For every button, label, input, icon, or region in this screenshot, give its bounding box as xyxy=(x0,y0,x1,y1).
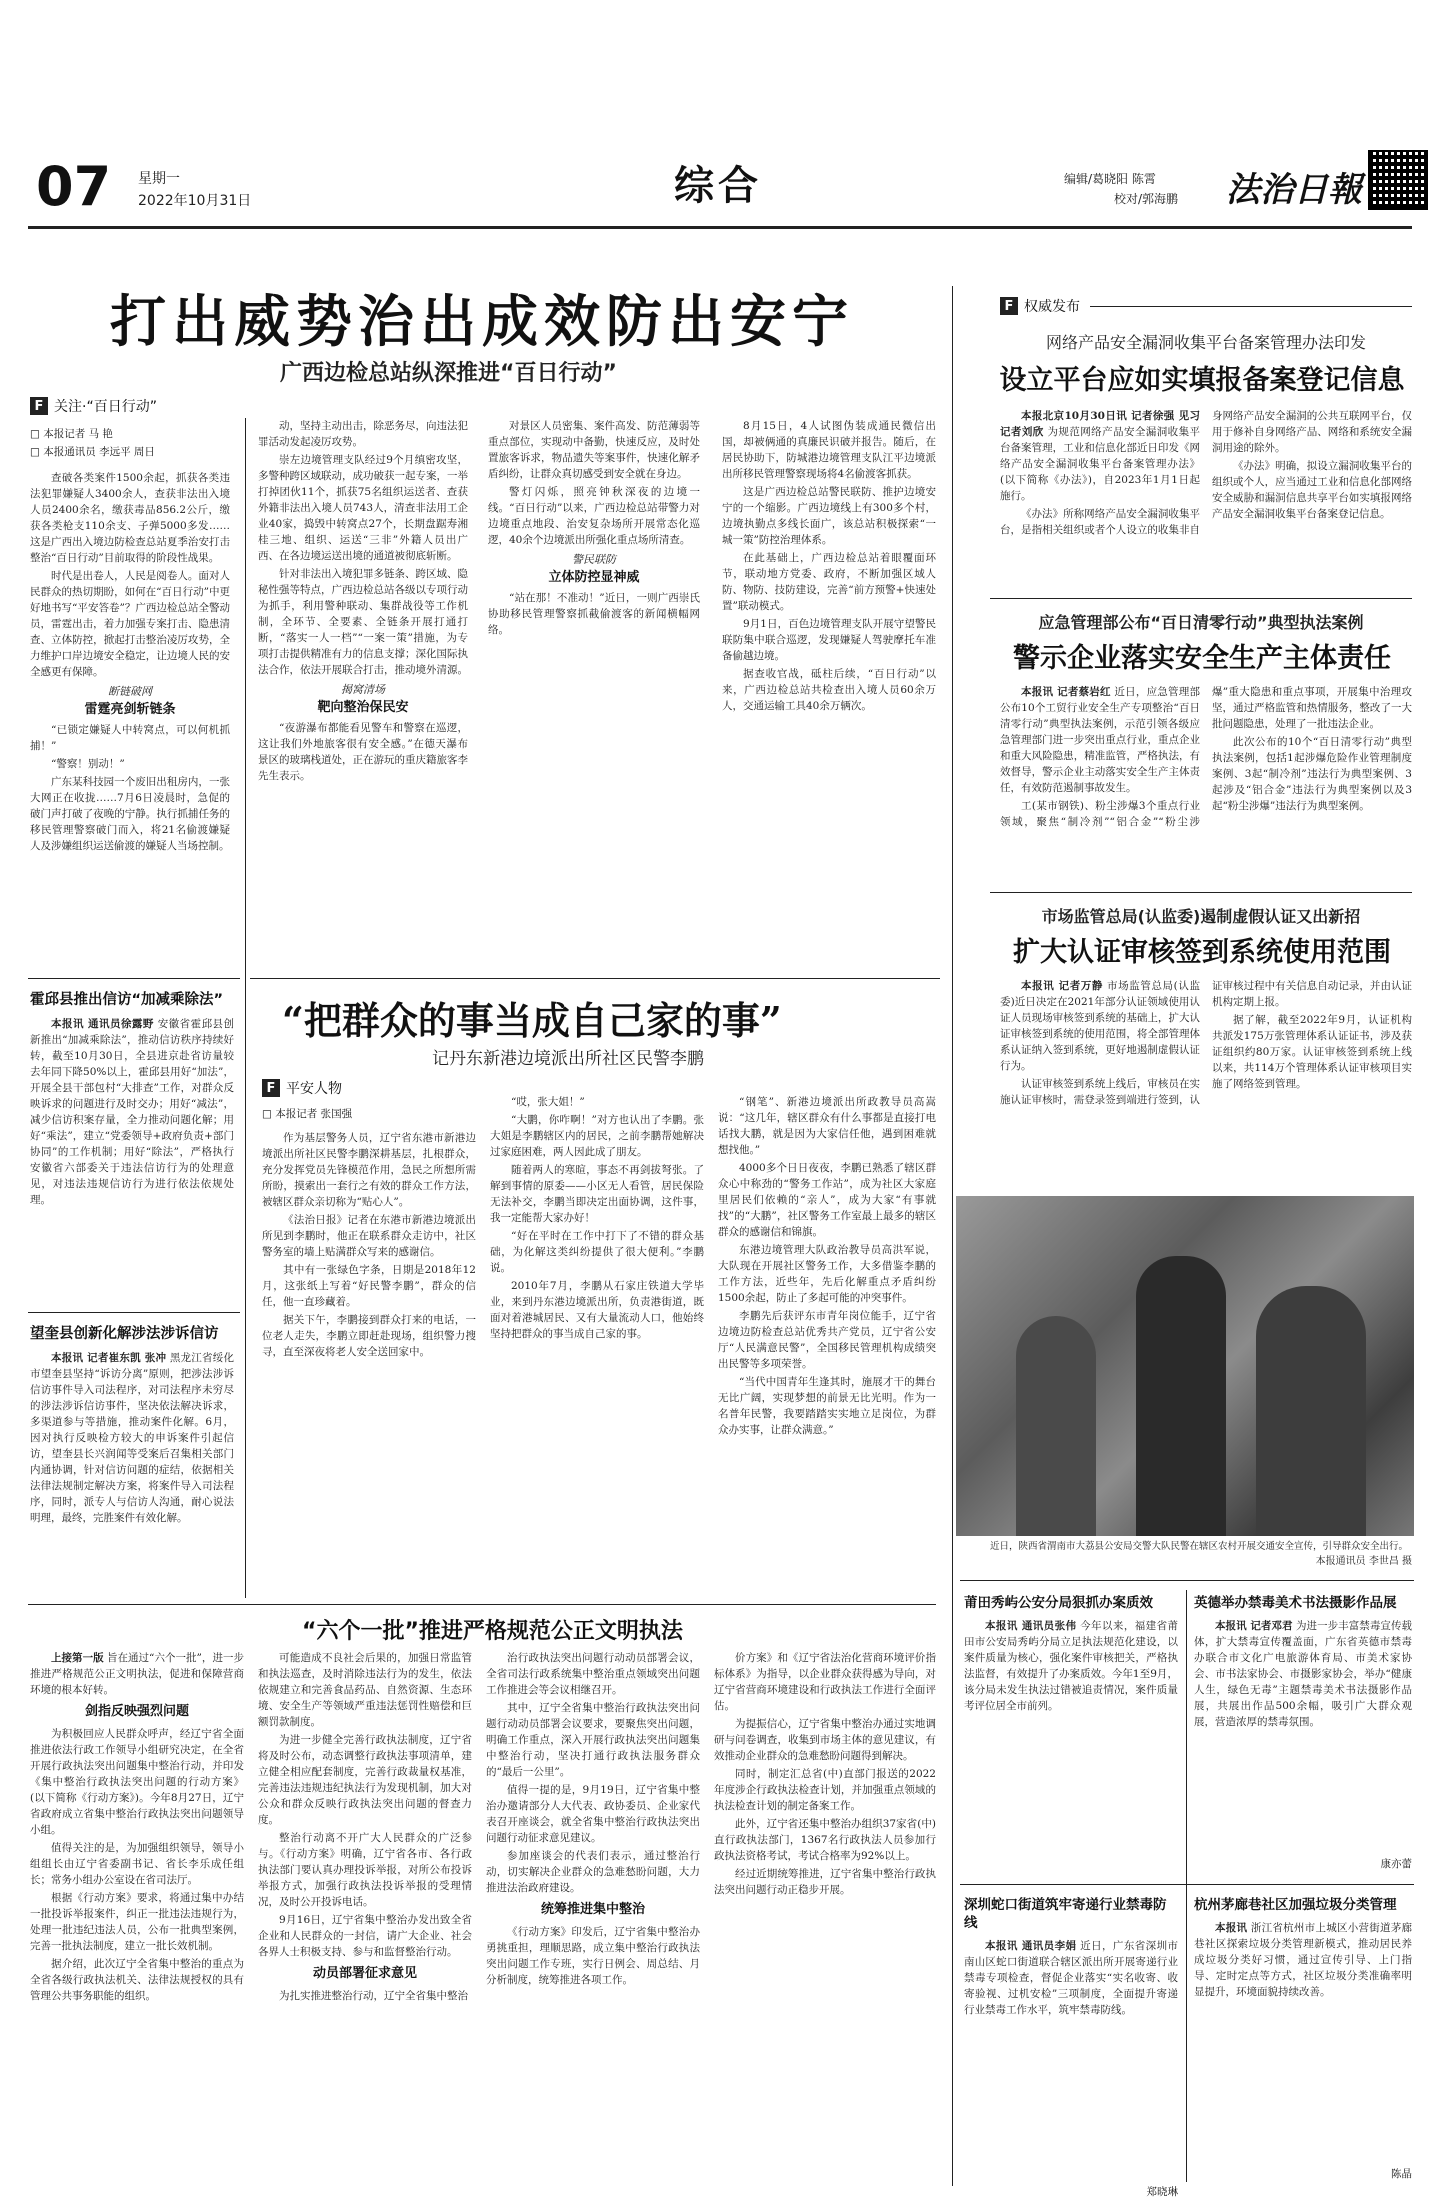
divider xyxy=(28,978,240,979)
divider xyxy=(990,892,1412,893)
feature-column-2 xyxy=(490,1094,704,1598)
divider xyxy=(28,1312,240,1313)
paragraph: 其中，辽宁全省集中整治行政执法突出问题行动动员部署会议要求，要聚焦突出问题，明确工作重点，深入开展行政执法突出问题集中整治行动，坚决打通行政执法服务群众的“最后一公里”。 xyxy=(486,1702,700,1778)
brief-author: 康亦蕾 xyxy=(1380,1858,1412,1870)
paragraph: 警灯闪烁，照亮钟秋深夜的边境一线。“百日行动”以来，广西边检总站带警力对边境重点地段、治安复杂场所开展常态化巡逻，40余个边境派出所强化重点场所清查。 xyxy=(488,486,700,546)
lead-tag xyxy=(30,396,157,416)
brief-headline: 杭州茅廊巷社区加强垃圾分类管理 xyxy=(1194,1897,1397,1913)
section-f-icon: F xyxy=(262,1079,280,1097)
section-heading: 剑指反映强烈问题 xyxy=(84,1704,189,1719)
brief-byline: 本报讯 通讯员李娟 xyxy=(985,1940,1077,1952)
paragraph: 据介绍，此次辽宁全省集中整治的重点为全省各级行政执法机关、法律法规授权的具有管理公共事务职能的组织。 xyxy=(30,1958,244,2002)
paragraph: 动，坚持主动出击，除恶务尽，向违法犯罪活动发起凌厉攻势。 xyxy=(258,420,468,448)
paragraph: “哎，张大姐！” xyxy=(511,1096,585,1108)
paragraph: 随着两人的寒暄，事态不再剑拔弩张。了解到事情的原委——小区无人看管，居民保险无法补交，李鹏当即决定出面协调，这件事，我一定能帮大家办好！ xyxy=(490,1164,704,1224)
brief-text: 近日，广东省深圳市南山区蛇口街道联合辖区派出所开展寄递行业禁毒专项检查，督促企业落实“实名收寄、收寄验视、过机安检”三项制度，全面提升寄递行业禁毒工作水平，筑牢禁毒防线。 xyxy=(964,1940,1179,2016)
paragraph: 据关下午，李鹏接到群众打来的电话，一位老人走失，李鹏立即赶赴现场，组织警力搜寻，直至深夜将老人安全送回家中。 xyxy=(262,1314,476,1358)
proofreader: 校对/郭海鹏 xyxy=(1114,192,1179,206)
paragraph: “当代中国青年生逢其时，施展才干的舞台无比广阔，实现梦想的前景无比光明。作为一名普年民警，我要踏踏实实地立足岗位，为群众办实事，让群众满意。” xyxy=(718,1376,936,1436)
brief-text: 浙江省杭州市上城区小营街道茅廊巷社区探索垃圾分类管理新模式，推动居民养成垃圾分类好习惯，通过宣传引导、上门指导、定时定点等方式，社区垃圾分类准确率明显提升，环境面貌持续改善。 xyxy=(1194,1922,1413,1998)
lead-byline-2: □ 本报通讯员 李远平 周日 xyxy=(30,446,155,458)
paragraph: 市场监管总局(认监委)近日决定在2021年部分认证领域使用认证人员现场审核签到系统的基础上，扩大认证审核签到系统的使用范围，将全部管理体系认证纳入签到系统，更好地遏制虚假认证行为。 xyxy=(1000,980,1200,1072)
bottom-column-1 xyxy=(30,1650,244,2180)
left-brief-2 xyxy=(30,1324,234,1614)
paragraph: 广东某科技园一个废旧出租房内，一张大网正在收拢……7月6日凌晨时，急促的破门声打破了夜晚的宁静。执行抓捕任务的移民管理警察破门而入，将21名偷渡嫌疑人及涉嫌组织运送偷渡的嫌疑人当场控制。 xyxy=(30,776,230,852)
paragraph: 同时，制定汇总省(中)直部门报送的2022年度涉企行政执法检查计划，并加强重点领域的执法检查计划的制定备案工作。 xyxy=(714,1768,936,1812)
lead-column-4 xyxy=(722,418,936,968)
brief-text: 黑龙江省绥化市望奎县坚持“诉访分离”原则，把涉法涉诉信访事件导入司法程序，对司法程序未穷尽的涉法涉诉信访事件，坚决依法解决诉求，多渠道参与等措施，推动案件化解。6月，因对执行反映检方较大的申诉案件引起信访，望奎县长兴润闻等受案后召集相关部门内通协调，针对信访问题的症结，依据相关法律法规制定解决方案，将案件导入司法程序，同时，派专人与信访人沟通，耐心说法明理，最终，完胜案件有效化解。 xyxy=(30,1352,235,1524)
brief-headline: 霍邱县推出信访“加减乘除法” xyxy=(30,992,224,1008)
paragraph: 《法治日报》记者在东港市新港边境派出所见到李鹏时，他正在联系群众走访中，社区警务室的墙上贴满群众写来的感谢信。 xyxy=(262,1214,476,1258)
paragraph: 可能造成不良社会后果的，加强日常监管和执法巡查，及时消除违法行为的发生，依法依规建立和完善食品药品、自然资源、生态环境、安全生产等领域严重违法惩罚性赔偿和巨额罚款制度。 xyxy=(258,1652,472,1728)
paragraph: 《办法》明确，拟设立漏洞收集平台的组织或个人，应当通过工业和信息化部网络安全威胁和漏洞信息共享平台如实填报网络产品安全漏洞收集平台备案登记信息。 xyxy=(1212,460,1412,520)
paragraph: 4000多个日日夜夜，李鹏已熟悉了辖区群众心中称劲的“警务工作站”，成为社区大家庭里居民们依赖的“亲人”，成为大家“有事就找”的“大鹏”，社区警务工作室最上最多的辖区群众的感谢信和锦旗。 xyxy=(718,1162,936,1238)
feature-column-3 xyxy=(718,1094,936,1436)
divider xyxy=(245,418,246,1598)
brief-headline: 望奎县创新化解涉法涉诉信访 xyxy=(30,1326,219,1342)
feature-subheadline: 记丹东新港边境派出所社区民警李鹏 xyxy=(432,1049,704,1069)
brief-headline: 深圳蛇口街道筑牢寄递行业禁毒防线 xyxy=(964,1897,1167,1931)
paragraph: 价方案》和《辽宁省法治化营商环境评价指标体系》为指导，以企业群众获得感为导向，对辽宁省营商环境建设和行政执法工作进行全面评估。 xyxy=(714,1652,936,1712)
qr-code-icon xyxy=(1368,150,1428,210)
issue-date: 2022年10月31日 xyxy=(138,193,252,209)
brief-byline: 本报讯 通讯员张伟 xyxy=(985,1620,1077,1632)
paragraph: 9月16日，辽宁省集中整治办发出致全省企业和人民群众的一封信，请广大企业、社会各界人士积极支持、参与和监督整治行动。 xyxy=(258,1914,472,1958)
section-f-icon: F xyxy=(1000,297,1018,315)
photo-figure xyxy=(1136,1256,1226,1536)
brief-text: 今年以来，福建省莆田市公安局秀屿分局立足执法规范化建设，以案件质量为核心，强化案件审核把关，严格执法监督，有效提升了办案质效。今年1至9月，该分局未发生执法过错被追责情况，案件质量考评位居全市前列。 xyxy=(964,1620,1179,1712)
lead-byline-1: □ 本报记者 马 艳 xyxy=(30,428,113,440)
art2-headline: 警示企业落实安全生产主体责任 xyxy=(1013,643,1391,674)
lead-subheadline: 广西边检总站纵深推进“百日行动” xyxy=(280,361,617,386)
lead-tag-label: 关注·“百日行动” xyxy=(54,399,157,415)
art1-headline: 设立平台应如实填报备案登记信息 xyxy=(999,365,1405,396)
bottom-headline: “六个一批”推进严格规范公正文明执法 xyxy=(302,1619,683,1644)
paragraph: “大鹏，你咋啊！”对方也认出了李鹏。张大姐是李鹏辖区内的居民，之前李鹏帮她解决过家庭困难，两人因此成了朋友。 xyxy=(490,1114,704,1158)
art3-body xyxy=(1000,978,1412,1186)
brief-byline: 本报讯 记者崔东凯 张冲 xyxy=(51,1352,167,1364)
divider xyxy=(28,1604,936,1605)
right-brief-3 xyxy=(964,1896,1178,2200)
art3-headline: 扩大认证审核签到系统使用范围 xyxy=(1013,937,1391,968)
paragraph: 查破各类案件1500余起，抓获各类违法犯罪嫌疑人3400余人，查获非法出入境人员2400余名，缴获毒品856.2公斤，缴获各类枪支110余支、子弹5000多发……这是广西出入境边防检查总站夏季治安打击整治“百日行动”目前取得的阶段性战果。 xyxy=(30,472,230,564)
divider xyxy=(952,286,953,2186)
section-kicker: 断链破网 xyxy=(108,685,152,698)
feature-byline: □ 本报记者 张国强 xyxy=(262,1108,353,1120)
brief-headline: 莆田秀屿公安分局狠抓办案质效 xyxy=(964,1595,1153,1611)
paragraph: “好在平时在工作中打下了不错的群众基础，为化解这类纠纷提供了很大便利。”李鹏说。 xyxy=(490,1230,704,1274)
art2-kicker: 应急管理部公布“百日清零行动”典型执法案例 xyxy=(1038,613,1364,632)
paragraph: 旨在通过“六个一批”，进一步推进严格规范公正文明执法，促进和保障营商环境的根本好转。 xyxy=(30,1652,244,1696)
brief-author: 郑晓琳 xyxy=(1146,2186,1178,2198)
paragraph: 值得关注的是，为加强组织领导，领导小组组长由辽宁省委副书记、省长李乐成任组长；常务小组办公室设在省司法厅。 xyxy=(30,1842,244,1886)
paragraph: 据了解，截至2022年9月，认证机构共派发175万张管理体系认证证书，涉及获证组织约80万家。认证审核签到系统上线以来，共114万个管理体系认证审核项目实施了网络签到管理。 xyxy=(1212,1014,1412,1090)
brief-author: 陈晶 xyxy=(1391,2168,1412,2180)
feature-column-1 xyxy=(262,1130,476,1598)
bottom-column-4 xyxy=(714,1650,936,2180)
photo-caption xyxy=(990,1540,1412,1570)
paragraph: 据查收官战，砥柱后续，“百日行动”以来，广西边检总站共检查出入境人员60余万人，交通运输工具40余万辆次。 xyxy=(722,668,936,712)
masthead xyxy=(14,150,1426,228)
paragraph: “警察！别动！” xyxy=(51,758,125,770)
art1-kicker: 网络产品安全漏洞收集平台备案管理办法印发 xyxy=(1045,333,1366,352)
divider xyxy=(990,598,1412,599)
photo-figure xyxy=(1256,1286,1366,1536)
brief-body xyxy=(964,1618,1178,1872)
left-brief-1 xyxy=(30,990,234,1324)
right-brief-4 xyxy=(1194,1896,1412,2182)
section-name: 综合 xyxy=(674,163,762,209)
paragraph: 近日，应急管理部公布10个工贸行业安全生产专项整治“百日清零行动”典型执法案例，示范引领各级应急管理部门进一步突出重点行业，重点企业和重大风险隐患，精准监管，严格执法，有效督导，警示企业主动落实安全生产主体责任，有效防范遏制事故发生。 xyxy=(1000,686,1201,794)
paragraph: 8月15日，4人试图伪装成通民微信出国，却被俩通的真廉民识破并报告。随后，在居民协助下，防城港边境管理支队江平边境派出所移民管理警察现场将4名偷渡客抓获。 xyxy=(722,420,936,480)
feature-headline: “把群众的事当成自己家的事” xyxy=(282,998,782,1043)
section-f-icon: F xyxy=(30,397,48,415)
authority-tag-label: 权威发布 xyxy=(1024,299,1080,315)
brief-body xyxy=(30,1350,234,1614)
lead-in-label: 上接第一版 xyxy=(51,1652,104,1664)
brief-body xyxy=(1194,1920,1412,2166)
paragraph: 参加座谈会的代表们表示，通过整治行动，切实解决企业群众的急难愁盼问题，大力推进法治政府建设。 xyxy=(486,1850,700,1894)
brief-body xyxy=(964,1938,1178,2184)
paragraph: 在此基础上，广西边检总站着眼覆面环节，联动地方党委、政府，不断加强区域人防、物防、技防建设，完善“前方预警+快速处置”联动模式。 xyxy=(722,552,936,612)
authority-tag xyxy=(1000,296,1080,316)
section-heading: 动员部署征求意见 xyxy=(312,1966,417,1981)
photo-figure xyxy=(1016,1316,1096,1536)
section-heading: 雷霆亮剑斩链条 xyxy=(84,702,176,717)
editors: 编辑/葛晓阳 陈霄 xyxy=(1064,172,1156,186)
paragraph: 其中有一张绿色字条，日期是2018年12月，这张纸上写着“好民警李鹏”，群众的信任，他一直珍藏着。 xyxy=(262,1264,476,1308)
section-heading: 统筹推进集中整治 xyxy=(540,1902,645,1917)
right-brief-1 xyxy=(964,1594,1178,1872)
art3-kicker: 市场监管总局(认监委)遏制虚假认证又出新招 xyxy=(1041,907,1361,926)
divider xyxy=(960,1580,1414,1581)
art1-body xyxy=(1000,408,1412,592)
paragraph: “站在那！不准动！”近日，一则广西崇氏协助移民管理警察抓截偷渡客的新闻横幅网络。 xyxy=(488,592,700,636)
paragraph: 为扎实推进整治行动，辽宁全省集中整治 xyxy=(279,1990,468,2002)
paragraph: 值得一提的是，9月19日，辽宁省集中整治办邀请部分人大代表、政协委员、企业家代表召开座谈会，就全省集中整治行政执法突出问题行动征求意见建议。 xyxy=(486,1784,700,1844)
weekday: 星期一 xyxy=(138,171,180,187)
section-kicker: 警民联防 xyxy=(572,553,616,566)
paragraph: 李鹏先后获评东市青年岗位能手，辽宁省边境边防检查总站优秀共产党员，辽宁省公安厅“人民满意民警”，全国移民管理机构成绩突出民警等多项荣誉。 xyxy=(718,1310,936,1370)
paragraph: 时代是出卷人，人民是阅卷人。面对人民群众的热切期盼，如何在“百日行动”中更好地书写“平安答卷”？广西边检总站全警动员，雷霆出击，着力加强专案打击、隐患清查、立体防控，掀起打击整治凌厉攻势，全力维护口岸边境安全稳定，让边境人民的安全感更有保障。 xyxy=(30,570,230,678)
paragraph: 为进一步健全完善行政执法制度，辽宁省将及时公布，动态调整行政执法事项清单，建立健全相应配套制度，完善行政裁量权基准，完善违法违规违纪执法行为发现机制，加大对公众和群众反映行政执法突出问题的督查力度。 xyxy=(258,1734,472,1826)
paragraph: 此次公布的10个“百日清零行动”典型执法案例，包括1起涉爆危险作业管理制度案例、3起“制冷剂”违法行为典型案例、3起涉及“铝合金”违法行为典型案例以及3起“粉尘涉爆”违法行为典型案例。 xyxy=(1212,736,1412,812)
lead-column-2 xyxy=(258,418,468,968)
paragraph: 《办法》所称网络产品安全漏洞收集平台，是指相关组织或者个人设立的收集非自身网络产品安全漏洞的公共互联网平台，仅用于修补自身网络产品、网络和系统安全漏洞用途的除外。 xyxy=(1000,410,1412,536)
divider xyxy=(960,1884,1414,1885)
art2-byline: 本报讯 记者蔡岩红 xyxy=(1021,686,1111,698)
brief-byline: 本报讯 记者邓君 xyxy=(1215,1620,1293,1632)
paper-logo: 法治日報 xyxy=(1226,170,1362,210)
paragraph: 整治行动离不开广大人民群众的广泛参与。《行动方案》明确，辽宁省各市、各行政执法部门要认真办理投诉举报，对所公布投诉举报方式，加强行政执法投诉举报的受理情况，及时公开投诉电话。 xyxy=(258,1832,472,1908)
art2-body xyxy=(1000,684,1412,884)
feature-tag xyxy=(262,1078,342,1098)
paragraph: 工(某市钢铁)、粉尘涉爆3个重点行业领域，聚焦“制冷剂”“铝合金”“粉尘涉爆”重大隐患和重点事项，开展集中治理攻坚，通过严格监管和热情服务，整改了一大批问题隐患，处理了一批违法企业。 xyxy=(1000,686,1412,828)
lead-column-1 xyxy=(30,470,230,970)
paragraph: 经过近期统筹推进，辽宁省集中整治行政执法突出问题行动正稳步开展。 xyxy=(714,1868,936,1896)
section-heading: 靶向整治保民安 xyxy=(317,700,409,715)
paragraph: 为积极回应人民群众呼声，经辽宁省全面推进依法行政工作领导小组研究决定，在全省开展行政执法突出问题集中整治行动，并印发《集中整治行政执法突出问题的行动方案》(以下简称《行动方案》)。今年8月27日，辽宁省政府成立省集中整治行政执法突出问题领导小组。 xyxy=(30,1728,244,1836)
lead-headline: 打出威势治出成效防出安宁 xyxy=(110,290,854,355)
brief-text: 为进一步丰富禁毒宣传载体，扩大禁毒宣传覆盖面，广东省英德市禁毒办联合市文化广电旅游体育局、市美术家协会、市书法家协会、市摄影家协会，举办“健康人生，绿色无毒”主题禁毒美术书法摄影作品展，共展出作品500余幅，吸引广大群众观展，营造浓厚的禁毒氛围。 xyxy=(1194,1620,1412,1728)
art3-byline: 本报讯 记者万静 xyxy=(1021,980,1104,992)
divider xyxy=(1186,1590,1187,2182)
news-photo xyxy=(956,1196,1414,1536)
art1-byline: 本报北京10月30日讯 记者徐强 见习记者刘欣 xyxy=(1000,410,1200,438)
paragraph: “已锁定嫌疑人中转窝点，可以何机抓捕！” xyxy=(30,724,230,752)
paragraph: 崇左边境管理支队经过9个月缜密攻坚，多警种跨区域联动，成功破获一起专案，一举打掉团伙11个，抓获75名组织运送者、查获外籍非法出入境人员743人，清查非法用工企业40家，捣毁中转窝点27个，长期盘踞寿湘桂三地、组织、运送“三非”外籍人员出广西、在各边境运送出境的通道被彻底斩断。 xyxy=(258,454,468,562)
brief-headline: 英德举办禁毒美术书法摄影作品展 xyxy=(1194,1595,1397,1611)
brief-body xyxy=(30,1016,234,1324)
paragraph: 认证审核签到系统上线后，审核员在实施认证审核时，需登录签到端进行签到，认证审核过程中有关信息自动记录，并由认证机构定期上报。 xyxy=(1000,980,1412,1106)
paragraph: 治行政执法突出问题行动动员部署会议，全省司法行政系统集中整治重点领域突出问题工作推进会等会议相继召开。 xyxy=(486,1652,700,1696)
divider xyxy=(250,978,940,979)
paragraph: 此外，辽宁省还集中整治办组织37家省(中)直行政执法部门，1367名行政执法人员参加行政执法资格考试，考试合格率为92%以上。 xyxy=(714,1818,936,1862)
paragraph: 《行动方案》印发后，辽宁省集中整治办勇挑重担，理顺思路，成立集中整治行政执法突出问题工作专班，实行日例会、周总结、月分析制度，统筹推进各项工作。 xyxy=(486,1926,700,1986)
paragraph: 为提振信心，辽宁省集中整治办通过实地调研与问卷调查，收集到市场主体的意见建议，有效推动企业群众的急难愁盼问题得到解决。 xyxy=(714,1718,936,1762)
paragraph: “夜游瀑布都能看见警车和警察在巡逻，这让我们外地旅客很有安全感。”在德天瀑布景区的玻璃栈道处，正在游玩的重庆籍旅客李先生表示。 xyxy=(258,722,468,782)
bottom-column-3 xyxy=(486,1650,700,2180)
lead-column-3 xyxy=(488,418,700,968)
brief-byline: 本报讯 通讯员徐露野 xyxy=(51,1018,154,1030)
paragraph: 为规范网络产品安全漏洞收集平台备案管理，工业和信息化部近日印发《网络产品安全漏洞收集平台备案管理办法》(以下简称《办法》)，自2023年1月1日起施行。 xyxy=(1000,426,1200,502)
brief-body xyxy=(1194,1618,1412,1856)
brief-byline: 本报讯 xyxy=(1215,1922,1248,1934)
bottom-column-2 xyxy=(258,1650,472,2180)
section-heading: 立体防控显神威 xyxy=(548,570,640,585)
section-kicker: 揭窝清场 xyxy=(341,683,385,696)
paragraph: 根据《行动方案》要求，将通过集中办结一批投诉举报案件，纠正一批违法违规行为，处理一批违纪违法人员，公布一批典型案例，完善一批执法制度，建立一批长效机制。 xyxy=(30,1892,244,1952)
paragraph: 这是广西边检总站警民联防、推护边境安宁的一个缩影。广西边境线上有300多个村，边境执勤点多线长面广，该总站积极探索“一城一策”防控治理体系。 xyxy=(722,486,936,546)
feature-tag-label: 平安人物 xyxy=(286,1081,342,1097)
paragraph: 作为基层警务人员，辽宁省东港市新港边境派出所社区民警李鹏深耕基层，扎根群众，充分发挥党员先锋模范作用，急民之所想所需所盼，摸索出一套行之有效的群众工作方法，被辖区群众亲切称为“贴心人”。 xyxy=(262,1132,476,1208)
paragraph: 2010年7月，李鹏从石家庄铁道大学毕业，来到丹东港边境派出所，负责港街道，既面对着港城居民、又有大量流动人口，他始终坚持把群众的事当成自己家的事。 xyxy=(490,1280,704,1340)
brief-text: 安徽省霍邱县创新推出“加减乘除法”，推动信访秩序持续好转，截至10月30日，全县进京赴省访量较去年同下降50%以上，霍邱县用好“加法”，开展全县干部包村“大排查”工作，对群众反映诉求的问题进行及时交办；用好“减法”，减少信访积案存量，全力推动问题化解；用好“乘法”，建立“党委领导+政府负责+部门协同”的工作机制；用好“除法”，严格执行安徽省六部委关于违法信访行为的处理意见，对违法违规信访行为进行依法依规处理。 xyxy=(30,1018,235,1206)
masthead-rule xyxy=(28,226,1412,229)
photo-credit: 本报通讯员 李世昌 摄 xyxy=(1315,1556,1412,1567)
page-number: 07 xyxy=(36,155,112,218)
paragraph: 东港边境管理大队政治教导员高洪军说，大队现在开展社区警务工作，大多借鉴李鹏的工作方法，近些年，先后化解重点矛盾纠纷1500余起，防止了多起可能的冲突事件。 xyxy=(718,1244,936,1304)
paragraph: “钢笔”、新港边境派出所政教导员高嵩说：“这几年，辖区群众有什么事都是直接打电话找大鹏，就是因为大家信任他，遇到困难就想找他。” xyxy=(718,1096,936,1156)
paragraph: 针对非法出入境犯罪多链条、跨区域、隐秘性强等特点，广西边检总站各级以专项行动为抓手，利用警种联动、集群战役等工作机制，全环节、全要素、全链条开展打通打断，“落实一人一档”“一案一策”措施，为专项打击提供精准有力的信息支撑；深化国际执法合作，依法开展联合打击，推动境外清源。 xyxy=(258,568,468,676)
paragraph: 对景区人员密集、案件高发、防范薄弱等重点部位，实现动中备勤，快速反应，及时处置旅客诉求，物品遗失等案事件，快速化解矛盾纠纷，让群众真切感受到安全就在身边。 xyxy=(488,420,700,480)
photo-caption-text: 近日，陕西省渭南市大荔县公安局交警大队民警在辖区农村开展交通安全宣传，引导群众安全出行。 xyxy=(990,1541,1409,1552)
divider xyxy=(1090,306,1412,307)
paragraph: 9月1日，百色边境管理支队开展守望警民联防集中联合巡逻，发现嫌疑人驾驶摩托车准备偷越边境。 xyxy=(722,618,936,662)
right-brief-2 xyxy=(1194,1594,1412,1872)
